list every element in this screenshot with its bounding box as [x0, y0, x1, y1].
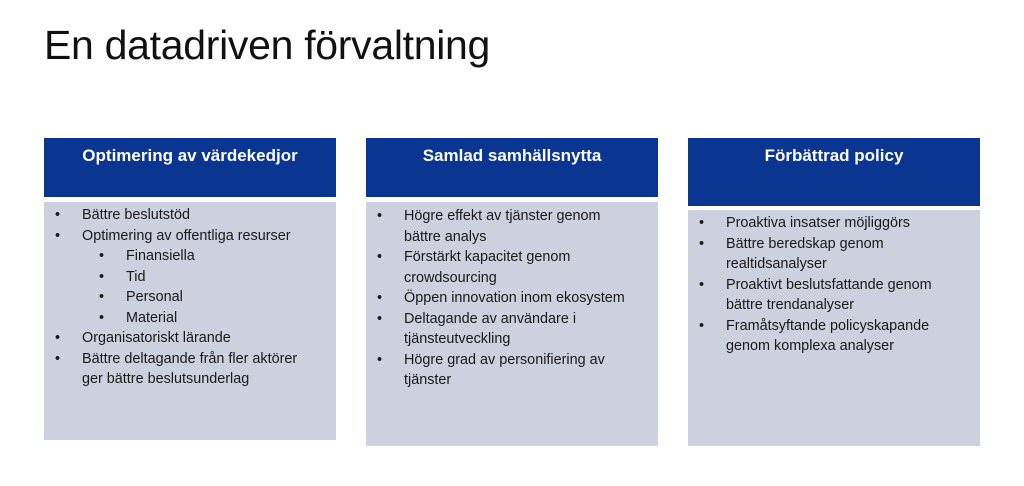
- column-body-value-chain: [44, 202, 336, 440]
- list-item: • Proaktiva insatser möjliggörs: [688, 213, 980, 234]
- sub-list-item: • Material: [44, 308, 336, 329]
- list-item: • Bättre deltagande från fler aktörer ger bättre beslutsunderlag: [44, 349, 336, 390]
- sub-list-item: • Finansiella: [44, 246, 336, 267]
- list-item: • Förstärkt kapacitet genom crowdsourcing: [366, 247, 658, 288]
- column-body-policy: [688, 210, 980, 446]
- list-item: • Proaktivt beslutsfattande genom bättre trendanalyser: [688, 275, 980, 316]
- slide-title: En datadriven förvaltning: [44, 22, 491, 68]
- bullet-list: [688, 213, 980, 357]
- list-item: • Bättre beslutstöd: [44, 205, 336, 226]
- list-item: • Optimering av offentliga resurser: [44, 226, 336, 247]
- list-item: • Framåtsyftande policyskapande genom komplexa analyser: [688, 316, 980, 357]
- list-item: • Högre effekt av tjänster genom bättre analys: [366, 206, 658, 247]
- list-item: • Högre grad av personifiering av tjänster: [366, 350, 658, 391]
- column-header-public-value: Samlad samhällsnytta: [366, 138, 658, 197]
- column-header-policy: Förbättrad policy: [688, 138, 980, 206]
- bullet-list: [366, 206, 658, 391]
- list-item: • Deltagande av användare i tjänsteutveckling: [366, 309, 658, 350]
- sub-list-item: • Personal: [44, 287, 336, 308]
- list-item: • Bättre beredskap genom realtidsanalyser: [688, 234, 980, 275]
- sub-list-item: • Tid: [44, 267, 336, 288]
- list-item: • Organisatoriskt lärande: [44, 328, 336, 349]
- column-body-public-value: [366, 202, 658, 446]
- column-header-value-chain: Optimering av värdekedjor: [44, 138, 336, 197]
- bullet-list: [44, 205, 336, 390]
- list-item: • Öppen innovation inom ekosystem: [366, 288, 658, 309]
